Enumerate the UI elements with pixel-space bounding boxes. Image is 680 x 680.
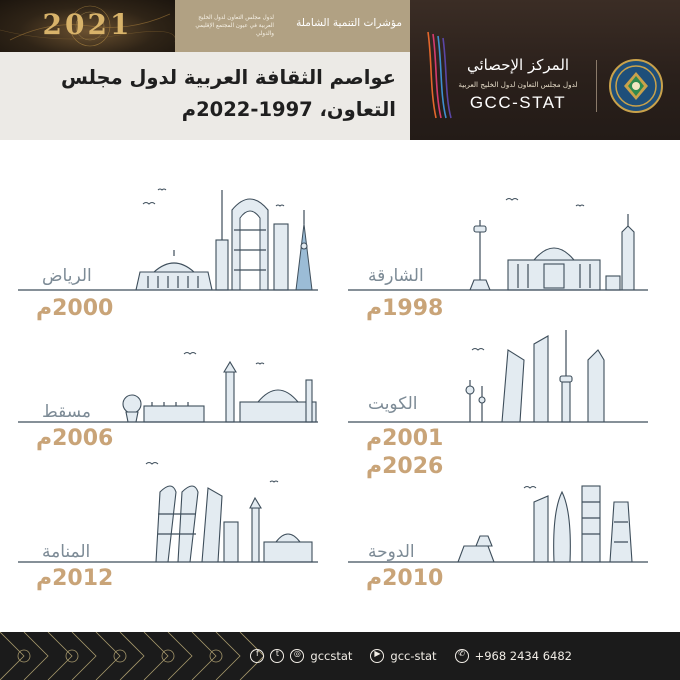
city-year-kuwait-2: 2026م (366, 454, 444, 479)
city-name-muscat: مسقط (42, 402, 92, 422)
city-panel-manama (18, 462, 318, 590)
whatsapp-icon[interactable]: ✆ (455, 649, 469, 663)
sharjah-skyline-illustration (348, 180, 648, 280)
header (0, 0, 680, 140)
city-panel-doha (348, 462, 648, 590)
facebook-icon[interactable]: f (250, 649, 264, 663)
instagram-icon[interactable]: ◎ (290, 649, 304, 663)
page-title-line1: عواصم الثقافة العربية لدول مجلس (61, 66, 396, 89)
city-panel-muscat (18, 330, 318, 458)
city-name-riyadh: الرياض (42, 266, 92, 286)
city-panel-riyadh (18, 180, 318, 321)
city-panel-kuwait (348, 320, 648, 479)
city-name-doha: الدوحة (368, 542, 415, 562)
city-year-doha: 2010م (366, 566, 444, 591)
twitter-icon[interactable]: t (270, 649, 284, 663)
strip-title: مؤشرات التنمية الشاملة (296, 17, 402, 29)
city-year-manama: 2012م (36, 566, 114, 591)
photo-year: 2021 (42, 8, 133, 41)
youtube-handle[interactable]: gcc-stat (390, 649, 437, 663)
youtube-icon[interactable]: ▶ (370, 649, 384, 663)
city-name-sharjah: الشارقة (368, 266, 424, 286)
city-panel-sharjah (348, 180, 648, 321)
city-year-muscat: 2006م (36, 426, 114, 451)
page-title (1, 62, 396, 126)
logo-arabic: المركز الإحصائي (466, 56, 570, 74)
header-photo (0, 0, 175, 52)
logo-subtitle: لدول مجلس التعاون لدول الخليج العربية (458, 80, 578, 89)
logo-divider (596, 60, 597, 112)
strip-subtitle: لدول مجلس التعاون لدول الخليج العربية في عيون المجتمع الإقليمي والدولي (195, 15, 274, 37)
city-year-riyadh: 2000م (36, 296, 114, 321)
footer-contact (250, 646, 572, 666)
phone-number[interactable]: +968 2434 6482 (474, 649, 572, 663)
logo-english: GCC-STAT (469, 93, 567, 112)
footer-geometric-decoration (0, 632, 270, 680)
gcc-emblem-icon (608, 58, 664, 114)
title-box (0, 52, 410, 140)
footer (0, 632, 680, 680)
riyadh-skyline-illustration (18, 180, 318, 280)
page-title-line2: التعاون، 1997-2022م (181, 98, 396, 121)
social-handle[interactable]: gccstat (310, 649, 353, 663)
city-year-kuwait-1: 2001م (366, 426, 444, 451)
city-name-kuwait: الكويت (368, 394, 418, 414)
city-year-sharjah: 1998م (366, 296, 444, 321)
city-name-manama: المنامة (42, 542, 91, 562)
